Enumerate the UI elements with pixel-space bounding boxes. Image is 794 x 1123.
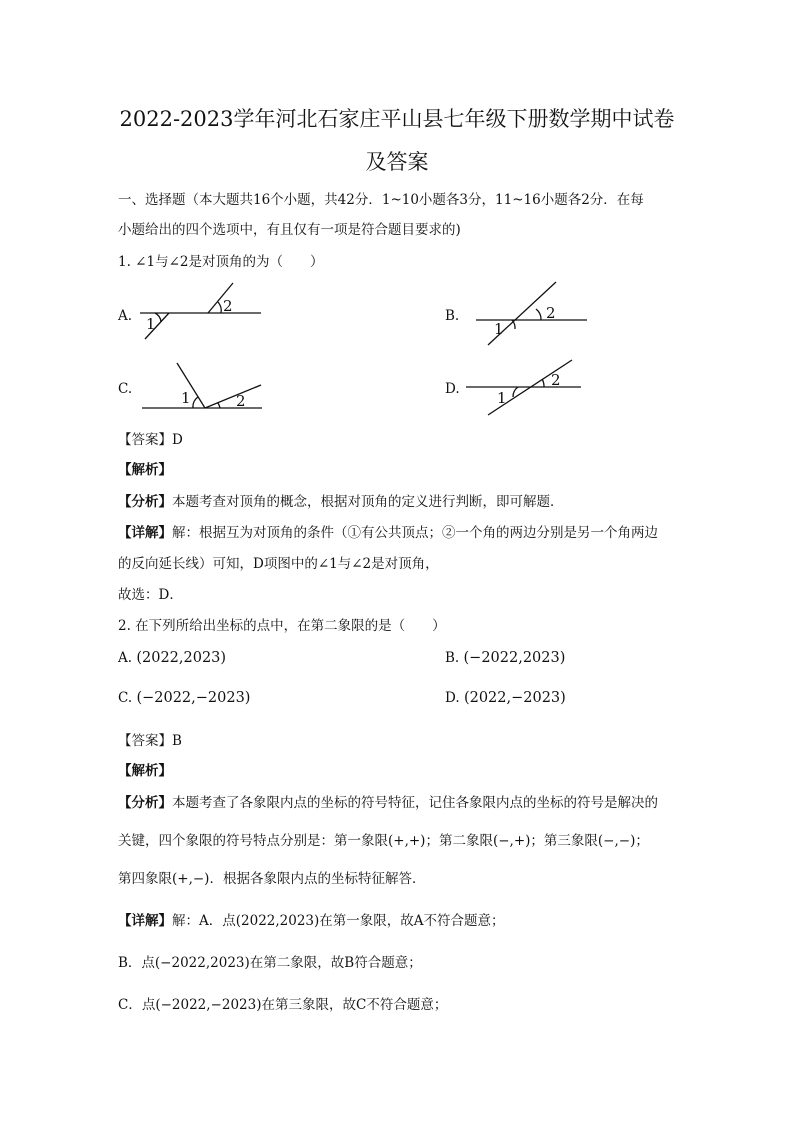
angle-label-2: 2 xyxy=(551,371,561,389)
q1-detail-line2: 的反向延长线）可知，D项图中的∠1与∠2是对顶角， xyxy=(118,556,439,572)
q1-xiangjie-line1: 解：根据互为对顶角的条件（①有公共顶点；②一个角的两边分别是另一个角两边 xyxy=(172,525,658,541)
q2-option-a-value: (2022,2023) xyxy=(136,650,227,666)
q2-fenxi-tag: 【分析】 xyxy=(118,795,172,811)
q2-analysis-heading: 【解析】 xyxy=(118,763,172,779)
angle-arc-2 xyxy=(218,403,220,408)
document-title: 2022-2023学年河北石家庄平山县七年级下册数学期中试卷 xyxy=(119,107,675,131)
angle-arc-1 xyxy=(155,313,161,322)
q2-detail xyxy=(118,909,505,929)
q1-analysis-heading: 【解析】 xyxy=(118,462,172,478)
question-1-stem: 1. ∠1与∠2是对顶角的为（ ） xyxy=(118,254,324,270)
q2-xiangjie-tag: 【详解】 xyxy=(118,913,172,929)
q1-option-a-figure xyxy=(135,280,270,345)
q2-xiangjie-a: 解：A．点(2022,2023)在第一象限，故A不符合题意； xyxy=(172,913,505,929)
q1-option-b-figure xyxy=(470,280,595,350)
q1-option-c-letter: C. xyxy=(118,381,133,397)
document-title-continued: 及答案 xyxy=(365,150,429,174)
q2-option-b-letter: B. xyxy=(445,650,460,666)
angle-label-1: 1 xyxy=(146,315,156,333)
q2-option-d xyxy=(445,690,566,706)
angle-arc-1 xyxy=(512,320,515,329)
q1-conclusion: 故选：D． xyxy=(118,587,183,603)
q2-answer: 【答案】B xyxy=(118,733,182,749)
q2-option-d-letter: D. xyxy=(445,690,460,706)
angle-label-1: 1 xyxy=(494,320,504,338)
section-heading-continued: 小题给出的四个选项中，有且仅有一项是符合题目要求的) xyxy=(118,222,461,238)
angle-label-1: 1 xyxy=(181,389,191,407)
section-heading: 一、选择题（本大题共16个小题，共42分．1~10小题各3分，11~16小题各2分．在每 xyxy=(118,192,644,208)
q1-analysis xyxy=(118,490,564,510)
q2-detail-b: B．点(−2022,2023)在第二象限，故B符合题意； xyxy=(118,955,422,971)
angle-label-1: 1 xyxy=(497,389,507,407)
angle-arc-1 xyxy=(193,397,198,408)
angle-label-2: 2 xyxy=(223,297,233,315)
question-2-stem: 2. 在下列所给出坐标的点中，在第二象限的是（ ） xyxy=(118,618,446,634)
q1-option-c-figure xyxy=(135,358,270,413)
q2-option-a xyxy=(118,650,226,666)
angle-arc-2 xyxy=(218,302,221,313)
q1-option-d-figure xyxy=(462,355,587,420)
q2-option-a-letter: A. xyxy=(118,650,133,666)
angle-label-2: 2 xyxy=(236,392,246,410)
q1-xiangjie-tag: 【详解】 xyxy=(118,525,172,541)
q2-detail-c: C．点(−2022,−2023)在第三象限，故C不符合题意； xyxy=(118,997,448,1013)
q2-analysis xyxy=(118,791,658,811)
q1-option-a-letter: A. xyxy=(118,308,133,324)
angle-arc-2 xyxy=(536,309,541,320)
q2-option-d-value: (2022,−2023) xyxy=(463,690,566,706)
q2-analysis-line3: 第四象限(+,−)．根据各象限内点的坐标特征解答． xyxy=(118,871,426,887)
angle-arc-2 xyxy=(542,379,544,387)
angle-label-2: 2 xyxy=(546,304,556,322)
q1-option-b-letter: B. xyxy=(445,308,460,324)
q1-answer: 【答案】D xyxy=(118,432,183,448)
ray-right xyxy=(205,385,261,408)
q2-option-c-value: (−2022,−2023) xyxy=(136,690,251,706)
q1-option-d-letter: D. xyxy=(445,381,460,397)
q2-option-c xyxy=(118,690,250,706)
q2-option-b xyxy=(445,650,565,666)
q2-option-c-letter: C. xyxy=(118,690,133,706)
q2-analysis-line2: 关键，四个象限的符号特点分别是：第一象限(+,+)；第二象限(−,+)；第三象限(−,−)； xyxy=(118,833,649,849)
q2-fenxi-line1: 本题考查了各象限内点的坐标的符号特征，记住各象限内点的坐标的符号是解决的 xyxy=(172,795,658,811)
q1-fenxi-text: 本题考查对顶角的概念，根据对顶角的定义进行判断，即可解题． xyxy=(172,494,564,510)
q1-fenxi-tag: 【分析】 xyxy=(118,494,172,510)
q1-detail xyxy=(118,521,658,541)
q2-option-b-value: (−2022,2023) xyxy=(463,650,566,666)
